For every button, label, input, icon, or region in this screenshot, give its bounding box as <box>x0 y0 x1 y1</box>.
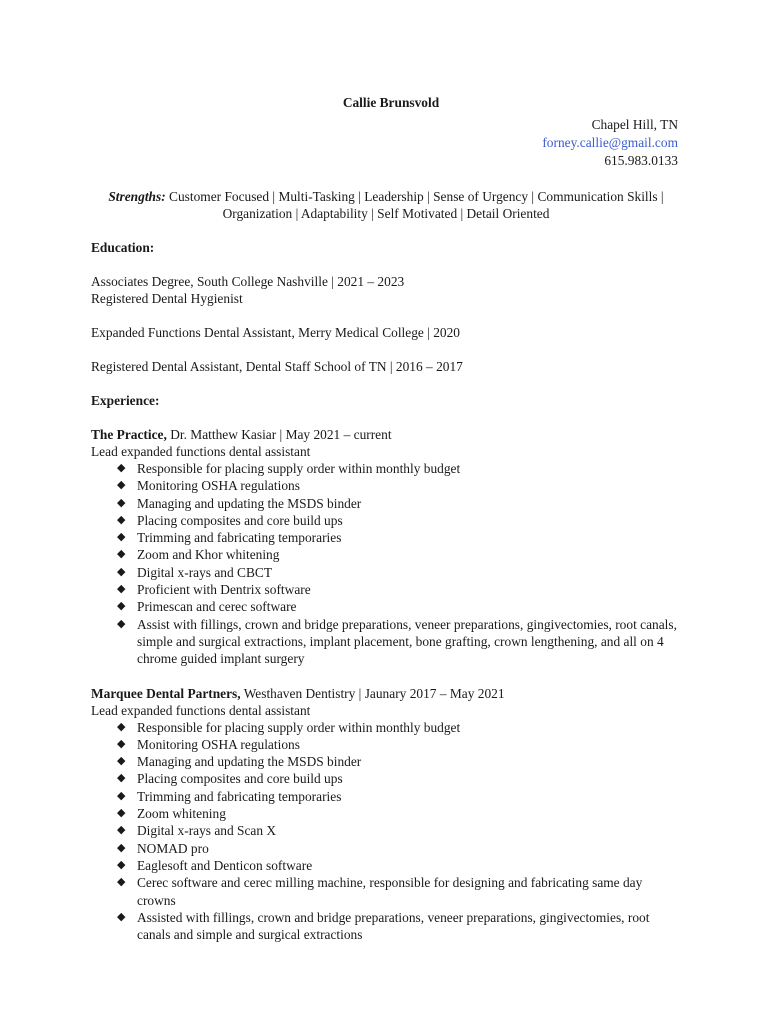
diamond-bullet-icon: ◆ <box>117 617 126 630</box>
list-item-text: Digital x-rays and CBCT <box>137 564 273 580</box>
list-item-text: Zoom and Khor whitening <box>137 547 280 563</box>
list-item <box>117 736 681 753</box>
list-item-text: Managing and updating the MSDS binder <box>137 495 362 511</box>
diamond-bullet-icon: ◆ <box>117 789 126 802</box>
list-item <box>117 477 681 494</box>
strengths-text-1: Customer Focused | Multi-Tasking | Leadership | Sense of Urgency | Communication Skills | <box>165 189 664 204</box>
diamond-bullet-icon: ◆ <box>117 824 126 837</box>
diamond-bullet-icon: ◆ <box>117 876 126 889</box>
resume-content <box>91 94 681 943</box>
email-link[interactable]: forney.callie@gmail.com <box>542 135 678 150</box>
list-item-text: Responsible for placing supply order within monthly budget <box>137 719 461 735</box>
experience-heading: Experience: <box>91 393 160 408</box>
education-entry <box>91 358 681 375</box>
list-item <box>117 857 681 874</box>
list-item-text: NOMAD pro <box>137 840 209 856</box>
strengths-line-1 <box>91 188 681 205</box>
job-role: Lead expanded functions dental assistant <box>91 702 311 718</box>
list-item <box>117 822 681 839</box>
list-item-text: Cerec software and cerec milling machine, responsible for designing and fabricating same day crowns <box>137 875 643 908</box>
list-item <box>117 840 681 857</box>
list-item <box>117 581 681 598</box>
job-details: Westhaven Dentistry | Jaunary 2017 – May 2021 <box>240 685 505 701</box>
candidate-name: Callie Brunsvold <box>342 95 440 110</box>
job-header <box>91 685 681 702</box>
strengths-label: Strengths: <box>108 189 166 204</box>
list-item <box>117 788 681 805</box>
list-item <box>117 598 681 615</box>
list-item-text: Placing composites and core build ups <box>137 512 343 528</box>
diamond-bullet-icon: ◆ <box>117 910 126 923</box>
list-item <box>117 616 681 668</box>
list-item <box>117 719 681 736</box>
list-item-text: Eaglesoft and Denticon software <box>137 857 313 873</box>
education-entry <box>91 273 681 307</box>
list-item-text: Assisted with fillings, crown and bridge preparations, veneer preparations, gingivectomies, root canals and simple and surgical extractions <box>137 909 650 943</box>
list-item-text: Managing and updating the MSDS binder <box>137 754 362 770</box>
job-role: Lead expanded functions dental assistant <box>91 444 311 459</box>
diamond-bullet-icon: ◆ <box>117 496 126 509</box>
education-heading: Education: <box>91 240 155 255</box>
list-item-text: Monitoring OSHA regulations <box>137 736 300 752</box>
list-item <box>117 770 681 787</box>
list-item <box>117 564 681 581</box>
location: Chapel Hill, TN <box>591 117 678 132</box>
list-item <box>117 546 681 563</box>
list-item <box>117 460 681 477</box>
education-entry-line: Registered Dental Hygienist <box>91 291 243 306</box>
diamond-bullet-icon: ◆ <box>117 548 126 561</box>
job-company: The Practice, <box>91 427 167 442</box>
list-item <box>117 512 681 529</box>
diamond-bullet-icon: ◆ <box>117 513 126 526</box>
education-entry-line: Associates Degree, South College Nashville | 2021 – 2023 <box>91 274 405 289</box>
diamond-bullet-icon: ◆ <box>117 772 126 785</box>
education-entry-line: Expanded Functions Dental Assistant, Merry Medical College | 2020 <box>91 325 461 340</box>
list-item-text: Trimming and fabricating temporaries <box>137 530 342 546</box>
list-item-text: Zoom whitening <box>137 806 226 822</box>
strengths-section <box>91 188 681 222</box>
diamond-bullet-icon: ◆ <box>117 807 126 820</box>
diamond-bullet-icon: ◆ <box>117 583 126 596</box>
list-item-text: Digital x-rays and Scan X <box>137 823 277 839</box>
contact-block <box>91 116 678 170</box>
diamond-bullet-icon: ◆ <box>117 858 126 871</box>
list-item-text: Assist with fillings, crown and bridge preparations, veneer preparations, gingivectomies, root canals, simple and surgical extractions, implant placement, bone grafting, crown lengthening, and all on 4 chrome guided implant surgery <box>137 616 677 667</box>
list-item-text: Trimming and fabricating temporaries <box>137 788 342 804</box>
list-item <box>117 495 681 512</box>
education-entry <box>91 324 681 341</box>
list-item <box>117 805 681 822</box>
list-item-text: Responsible for placing supply order within monthly budget <box>137 461 461 476</box>
diamond-bullet-icon: ◆ <box>117 755 126 768</box>
phone: 615.983.0133 <box>604 153 678 168</box>
diamond-bullet-icon: ◆ <box>117 720 126 733</box>
education-entry-line: Registered Dental Assistant, Dental Staff School of TN | 2016 – 2017 <box>91 359 463 374</box>
diamond-bullet-icon: ◆ <box>117 841 126 854</box>
diamond-bullet-icon: ◆ <box>117 479 126 492</box>
list-item <box>117 753 681 770</box>
diamond-bullet-icon: ◆ <box>117 462 126 474</box>
diamond-bullet-icon: ◆ <box>117 531 126 544</box>
list-item-text: Monitoring OSHA regulations <box>137 478 300 494</box>
list-item <box>117 909 681 944</box>
list-item <box>117 529 681 546</box>
job-company: Marquee Dental Partners, <box>91 685 241 701</box>
job-details: Dr. Matthew Kasiar | May 2021 – current <box>166 427 392 442</box>
diamond-bullet-icon: ◆ <box>117 565 126 578</box>
list-item-text: Placing composites and core build ups <box>137 771 343 787</box>
job-duties-list <box>91 719 681 944</box>
job-header <box>91 426 681 443</box>
list-item-text: Proficient with Dentrix software <box>137 582 311 598</box>
strengths-text-2: Organization | Adaptability | Self Motivated | Detail Oriented <box>222 206 550 221</box>
job-duties-list <box>91 460 681 668</box>
list-item <box>117 874 681 909</box>
list-item-text: Primescan and cerec software <box>137 599 297 615</box>
diamond-bullet-icon: ◆ <box>117 737 126 750</box>
diamond-bullet-icon: ◆ <box>117 600 126 613</box>
